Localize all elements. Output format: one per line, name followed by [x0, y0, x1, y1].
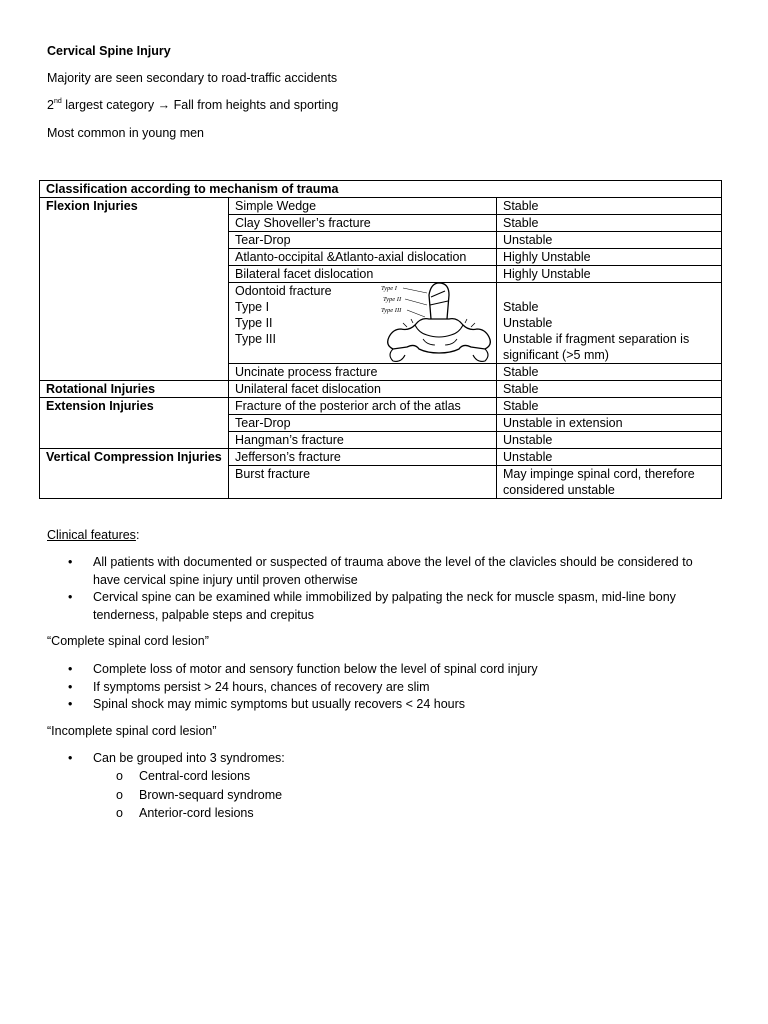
group-label-vertical: Vertical Compression Injuries — [40, 449, 229, 466]
stability-cell: Highly Unstable — [497, 266, 722, 283]
table-row-odontoid — [40, 283, 722, 364]
stability-cell: Stable — [497, 381, 722, 398]
odontoid-fracture-diagram — [379, 283, 491, 365]
list-item — [47, 750, 723, 768]
table-header-row — [40, 181, 722, 198]
list-item — [47, 696, 723, 714]
table-row — [40, 432, 722, 449]
circle-bullet-icon: o — [116, 806, 123, 820]
syndrome-list — [47, 767, 282, 823]
list-item — [47, 589, 723, 624]
table-row — [40, 381, 722, 398]
sub-list-item-text: Central-cord lesions — [139, 769, 251, 783]
group-label-rotational: Rotational Injuries — [40, 381, 229, 398]
sub-list-item-text: Brown-sequard syndrome — [139, 787, 283, 802]
table-row — [40, 249, 722, 266]
sub-list-item — [47, 786, 282, 805]
table-row — [40, 232, 722, 249]
intro-line-1: Majority are seen secondary to road-traffic accidents — [47, 71, 338, 85]
bullet-icon: • — [68, 751, 73, 765]
ordinal-suffix: nd — [53, 98, 62, 105]
injury-cell: Atlanto-occipital &Atlanto-axial dislocation — [229, 249, 497, 266]
table-header: Classification according to mechanism of trauma — [40, 181, 722, 198]
injury-cell: Unilateral facet dislocation — [229, 381, 497, 398]
figure-label-type-2: Type II — [383, 296, 402, 303]
stability-cell: Unstable — [497, 232, 722, 249]
stability-cell: Unstable — [497, 432, 722, 449]
stability-cell: Unstable — [497, 449, 722, 466]
stability-cell: Stable — [497, 215, 722, 232]
injury-cell: Hangman’s fracture — [229, 432, 497, 449]
clinical-heading-line — [47, 528, 139, 542]
stability-type-3: Unstable if fragment separation is significant (>5 mm) — [503, 332, 690, 362]
intro-line-2 — [47, 98, 338, 112]
stability-type-2: Unstable — [503, 316, 553, 330]
classification-table — [39, 180, 722, 499]
figure-label-type-1: Type I — [381, 285, 397, 292]
clinical-bullets — [47, 554, 723, 624]
injury-cell: Tear-Drop — [229, 415, 497, 432]
odontoid-type-1: Type I — [235, 300, 270, 314]
group-label-flexion: Flexion Injuries — [40, 198, 229, 215]
list-item-text: If symptoms persist > 24 hours, chances of recovery are slim — [93, 679, 430, 694]
bullet-icon: • — [68, 590, 73, 604]
list-item-text: All patients with documented or suspected of trauma above the level of the clavicles should be considered to have cervical spine injury until proven otherwise — [93, 555, 693, 587]
odontoid-type-2: Type II — [235, 316, 273, 330]
clinical-heading: Clinical features — [47, 528, 136, 542]
table-row — [40, 198, 722, 215]
injury-cell: Fracture of the posterior arch of the atlas — [229, 398, 497, 415]
injury-cell: Tear-Drop — [229, 232, 497, 249]
injury-cell: Bilateral facet dislocation — [229, 266, 497, 283]
complete-lesion-heading: “Complete spinal cord lesion” — [47, 634, 209, 648]
bullet-icon: • — [68, 679, 73, 694]
incomplete-lesion-bullets — [47, 750, 723, 768]
stability-cell: Unstable in extension — [497, 415, 722, 432]
table-row — [40, 364, 722, 381]
injury-cell: Uncinate process fracture — [229, 364, 497, 381]
list-item-text: Cervical spine can be examined while immobilized by palpating the neck for muscle spasm, mid-line bony tenderness, palpable steps and crepitus — [93, 590, 676, 622]
incomplete-lesion-heading: “Incomplete spinal cord lesion” — [47, 724, 217, 738]
table-row — [40, 415, 722, 432]
table-row — [40, 266, 722, 283]
list-item — [47, 679, 723, 697]
injury-cell: Simple Wedge — [229, 198, 497, 215]
intro-line-3: Most common in young men — [47, 126, 205, 140]
bullet-icon: • — [68, 555, 73, 569]
stability-cell: May impinge spinal cord, therefore considered unstable — [497, 466, 722, 499]
list-item-text: Can be grouped into 3 syndromes: — [93, 751, 285, 765]
list-item — [47, 661, 723, 679]
intro-line-2-text: largest category — [61, 98, 158, 112]
list-item-text: Complete loss of motor and sensory function below the level of spinal cord injury — [93, 662, 538, 676]
circle-bullet-icon: o — [116, 769, 123, 783]
table-row — [40, 215, 722, 232]
stability-cell: Highly Unstable — [497, 249, 722, 266]
stability-cell: Stable — [497, 198, 722, 215]
odontoid-type-3: Type III — [235, 332, 276, 346]
sub-list-item — [47, 804, 282, 823]
injury-cell: Clay Shoveller’s fracture — [229, 215, 497, 232]
table-row — [40, 398, 722, 415]
bullet-icon: • — [68, 697, 73, 711]
stability-cell: Stable — [497, 364, 722, 381]
list-item — [47, 554, 723, 589]
ordinal-number: 2 — [47, 98, 54, 112]
intro-line-2-rest: Fall from heights and sporting — [170, 98, 339, 112]
sub-list-item-text: Anterior-cord lesions — [139, 806, 254, 820]
stability-cell: Stable — [497, 398, 722, 415]
odontoid-stability-cell — [497, 283, 722, 364]
bullet-icon: • — [68, 662, 73, 676]
injury-cell: Burst fracture — [229, 466, 497, 499]
arrow-right-icon: → — [157, 98, 171, 112]
clinical-heading-colon: : — [135, 528, 140, 542]
document-title: Cervical Spine Injury — [47, 44, 171, 58]
sub-list-item — [47, 767, 282, 786]
circle-bullet-icon: o — [116, 787, 123, 802]
group-label-extension: Extension Injuries — [40, 398, 229, 415]
figure-label-type-3: Type III — [381, 307, 402, 314]
injury-cell: Jefferson’s fracture — [229, 449, 497, 466]
list-item-text: Spinal shock may mimic symptoms but usually recovers < 24 hours — [93, 697, 466, 711]
stability-type-1: Stable — [503, 300, 539, 314]
table-row — [40, 449, 722, 466]
complete-lesion-bullets — [47, 661, 723, 714]
odontoid-title: Odontoid fracture — [235, 284, 332, 298]
odontoid-cell — [229, 283, 497, 364]
table-row — [40, 466, 722, 499]
